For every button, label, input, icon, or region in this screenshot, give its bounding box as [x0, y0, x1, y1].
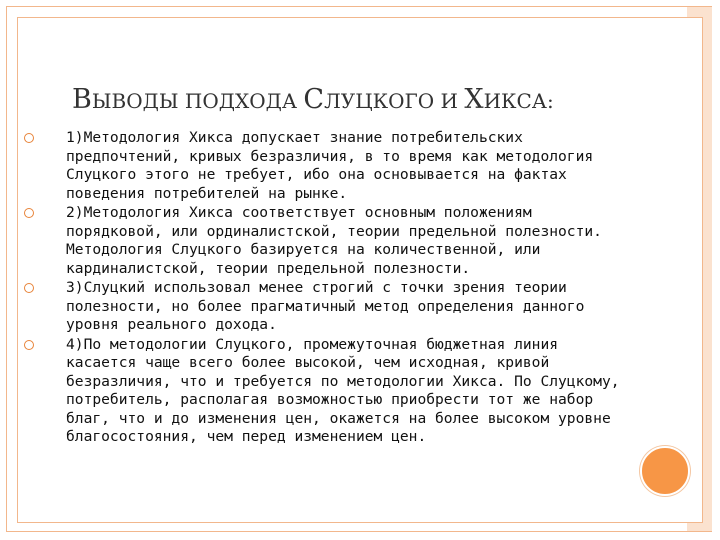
title-initial-1: В: [72, 84, 92, 115]
slide-title: [72, 78, 554, 116]
bullet-item: [22, 204, 622, 278]
bullet-item: [22, 336, 622, 447]
title-text-3: ИКСА:: [483, 89, 554, 113]
hollow-circle-icon: [24, 283, 34, 293]
hollow-circle-icon: [24, 340, 34, 350]
bullet-text: 3)Слуцкий использовал менее строгий с точки зрения теории полезности, но более прагматичный метод определения данного уровня реального дохода.: [66, 279, 585, 333]
bullet-text: 1)Методология Хикса допускает знание потребительских предпочтений, кривых безразличия, в то время как методология Слуцкого этого не требует, ибо она основывается на фактах поведения потребителей на рынке.: [66, 129, 594, 202]
bullet-item: [22, 279, 622, 335]
bullet-list: [22, 129, 622, 448]
title-initial-3: Х: [464, 84, 484, 115]
hollow-circle-icon: [24, 133, 34, 143]
bullet-text: 4)По методологии Слуцкого, промежуточная бюджетная линия касается чаще всего более высокой, чем исходная, кривой безразличия, что и требуется по методологии Хикса. По Слуцкому, потребитель, располагая возможностью приобрести тот же набор благ, что и до изменения цен, окажется на более высоком уровне благосостояния, чем перед изменением цен.: [66, 335, 620, 445]
bullet-item: [22, 129, 622, 203]
decorative-orange-circle: [640, 446, 690, 496]
bullet-text: 2)Методология Хикса соответствует основным положениям порядковой, или ординалистской, теории предельной полезности. Методология Слуцкого базируется на количественной, или кардиналистской, теории предельной полезности.: [66, 204, 602, 277]
hollow-circle-icon: [24, 208, 34, 218]
title-text-1: ЫВОДЫ ПОДХОДА: [91, 89, 304, 113]
title-text-2: ЛУЦКОГО И: [324, 89, 465, 113]
title-initial-2: С: [303, 84, 325, 115]
